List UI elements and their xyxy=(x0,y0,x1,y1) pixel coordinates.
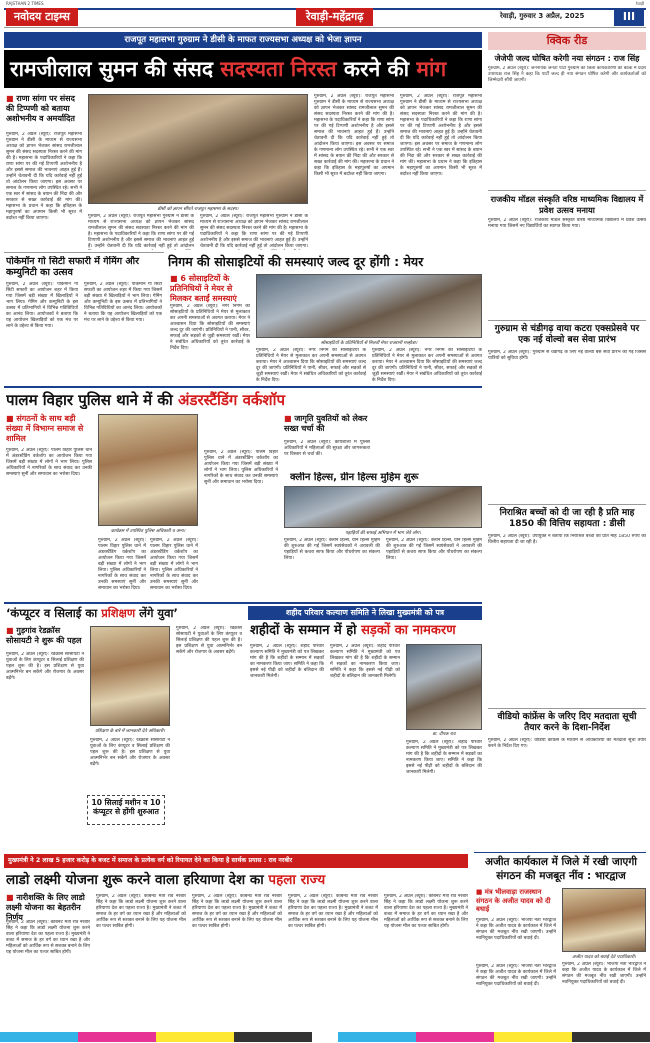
palam-photo xyxy=(98,414,198,526)
quick-read-title: क्विक रीड xyxy=(488,32,646,50)
pokemon-body-col2: गुरुग्राम, 2 अप्रैल (ब्यूरो): पोकेमॉन गो सिटी सफारी का आयोजन शहर में किया गया जिसमें बड़ी संख्या में खिलाड़ियों ने भाग लिया। गेमिंग और कम्युनिटी के इस उत्सव में प्रतिभागियों ने विभिन्न गतिविधियों का आनंद लिया। आयोजकों ने बताया कि यह आयोजन खिलाड़ियों को एक मंच पर लाने के उद्देश्य से किया गया। xyxy=(84,282,162,323)
masthead-small-right: रेवाड़ी xyxy=(635,1,644,6)
divider xyxy=(4,386,482,388)
ladli-subhead: ■ नारीशक्ति के लिए लाडो लक्ष्मी योजना का बेहतरीन निर्णय xyxy=(6,893,85,922)
machine-callout: 10 सिलाई मशीन व 10 कंप्यूटर से होंगी शुरुआत xyxy=(87,795,165,825)
quick-item2-headline: राजकीय मॉडल संस्कृति वरिष्ठ माध्यमिक विद्यालय में प्रवेश उत्सव मनाया xyxy=(490,194,644,215)
nigam-body-col1: गुरुग्राम, 2 अप्रैल (ब्यूरो): नगर निगम की सोसाइटियों के प्रतिनिधियों ने मेयर से मुलाकात कर अपनी समस्याओं से अवगत कराया। मेयर ने आश्वासन दिया कि सोसाइटियों की समस्याएं जल्द दूर की जाएंगी। प्रतिनिधियों ने पानी, सीवर, सफाई और सड़कों से जुड़ी समस्याएं रखीं। मेयर ने संबंधित अधिकारियों को तुरंत कार्रवाई के निर्देश दिए। xyxy=(170,304,250,351)
nigam-photo xyxy=(256,274,482,338)
lead-body-col4: गुरुग्राम, 2 अप्रैल (ब्यूरो): राजपूत महासभा गुरुग्राम ने डीसी के माध्यम से राज्यसभा अध्यक्ष को ज्ञापन भेजकर सांसद रामजीलाल सुमन की संसद सदस्यता निरस्त करने की मांग की है। महासभा के पदाधिकारियों ने कहा कि राणा सांगा पर की गई टिप्पणी अशोभनीय है और इससे समाज की भावनाएं आहत हुई हैं। उन्होंने चेतावनी दी कि यदि कार्रवाई नहीं हुई तो आंदोलन किया जाएगा। इस अवसर पर समाज के गणमान्य लोग उपस्थित रहे। सभी ने एक स्वर में सांसद के बयान की निंदा की और सरकार से सख्त कार्रवाई की मांग की। महासभा के प्रधान ने कहा कि इतिहास के महापुरुषों का अपमान किसी भी सूरत में बर्दाश्त नहीं किया जाएगा। xyxy=(314,94,394,177)
divider xyxy=(488,504,646,505)
ladli-body-col1: गुरुग्राम, 2 अप्रैल (ब्यूरो): कैबिनेट मंत्री राव नरबीर सिंह ने कहा कि लाडो लक्ष्मी योजना शुरू करने वाला हरियाणा देश का पहला राज्य है। मुख्यमंत्री ने बजट में समाज के हर वर्ग का ध्यान रखा है और महिलाओं को आर्थिक रूप से सशक्त बनाने के लिए यह योजना मील का पत्थर साबित होगी। xyxy=(6,920,90,955)
lead-photo-caption: डीसी को ज्ञापन सौंपते राजपूत महासभा के सदस्य। xyxy=(157,207,239,212)
palam-body-col2: गुरुग्राम, 2 अप्रैल (ब्यूरो): पालम विहार पुलिस थाने में अंडरस्टैंडिंग वर्कशॉप का आयोजन किया गया जिसमें बड़ी संख्या में लोगों ने भाग लिया। पुलिस अधिकारियों ने नागरिकों के साथ संवाद कर उनकी समस्याएं सुनीं और समाधान का भरोसा दिया। xyxy=(98,538,146,591)
clean-hills-photo xyxy=(284,486,482,528)
ladli-body-col2: गुरुग्राम, 2 अप्रैल (ब्यूरो): कैबिनेट मंत्री राव नरबीर सिंह ने कहा कि लाडो लक्ष्मी योजना शुरू करने वाला हरियाणा देश का पहला राज्य है। मुख्यमंत्री ने बजट में समाज के हर वर्ग का ध्यान रखा है और महिलाओं को आर्थिक रूप से सशक्त बनाने के लिए यह योजना मील का पत्थर साबित होगी। xyxy=(96,894,186,929)
quick-item1-headline: जेजेपी जल्द घोषित करेगी नया संगठन : राज सिंह xyxy=(494,54,640,63)
palam-body-col1: गुरुग्राम, 2 अप्रैल (ब्यूरो): पालम विहार पुलिस थाने में अंडरस्टैंडिंग वर्कशॉप का आयोजन किया गया जिसमें बड़ी संख्या में लोगों ने भाग लिया। पुलिस अधिकारियों ने नागरिकों के साथ संवाद कर उनकी समस्याएं सुनीं और समाधान का भरोसा दिया। xyxy=(6,448,92,477)
computer-body-col3: गुरुग्राम, 2 अप्रैल (ब्यूरो): रेडक्रॉस सोसायटी ने युवाओं के लिए कंप्यूटर व सिलाई प्रशिक्षण की पहल शुरू की है। इस प्रशिक्षण से युवा आत्मनिर्भर बन सकेंगे और रोजगार के अवसर बढ़ेंगे। xyxy=(90,738,170,767)
shaheed-portrait xyxy=(406,644,482,730)
divider xyxy=(4,252,164,253)
page-number: III xyxy=(614,8,644,26)
clean-hills-caption: पहाड़ियों की सफाई अभियान में भाग लेते लोग। xyxy=(345,531,421,536)
divider xyxy=(488,708,646,709)
lead-photo xyxy=(88,94,308,204)
ajit-body-col1: गुरुग्राम, 2 अप्रैल (ब्यूरो): भाजपा नेता भारद्वाज ने कहा कि अजीत यादव के कार्यकाल में जिले में संगठन की मजबूत नींव रखी जाएगी। उन्होंने नवनियुक्त पदाधिकारियों को बधाई दी। xyxy=(476,918,556,941)
shaheed-body-col1: गुरुग्राम, 2 अप्रैल (ब्यूरो): शहीद परिवार कल्याण समिति ने मुख्यमंत्री को पत्र लिखकर मांग की है कि शहीदों के सम्मान में सड़कों का नामकरण किया जाए। समिति ने कहा कि इससे नई पीढ़ी को शहीदों के बलिदान की जानकारी मिलेगी। xyxy=(250,644,324,679)
computer-subhead: ■ गुड़गांव रेडक्रॉस सोसायटी ने शुरू की पहल xyxy=(6,626,82,645)
ladli-body-col3: गुरुग्राम, 2 अप्रैल (ब्यूरो): कैबिनेट मंत्री राव नरबीर सिंह ने कहा कि लाडो लक्ष्मी योजना शुरू करने वाला हरियाणा देश का पहला राज्य है। मुख्यमंत्री ने बजट में समाज के हर वर्ग का ध्यान रखा है और महिलाओं को आर्थिक रूप से सशक्त बनाने के लिए यह योजना मील का पत्थर साबित होगी। xyxy=(192,894,282,929)
computer-photo-caption: प्रशिक्षण के बारे में जानकारी देते अधिकारी। xyxy=(95,729,165,734)
ladli-body-col5: गुरुग्राम, 2 अप्रैल (ब्यूरो): कैबिनेट मंत्री राव नरबीर सिंह ने कहा कि लाडो लक्ष्मी योजना शुरू करने वाला हरियाणा देश का पहला राज्य है। मुख्यमंत्री ने बजट में समाज के हर वर्ग का ध्यान रखा है और महिलाओं को आर्थिक रूप से सशक्त बनाने के लिए यह योजना मील का पत्थर साबित होगी। xyxy=(384,894,468,929)
shaheed-portrait-caption: डा. दीपक राव xyxy=(432,732,456,737)
palam-subhead: ■ संगठनों के साथ बड़ी संख्या में विभाग्न समाज से शामिल xyxy=(6,414,84,443)
masthead-small-left: RAJSTHAN 2 TIMES xyxy=(6,1,44,6)
lead-body-col3: गुरुग्राम, 2 अप्रैल (ब्यूरो): राजपूत महासभा गुरुग्राम ने डीसी के माध्यम से राज्यसभा अध्यक्ष को ज्ञापन भेजकर सांसद रामजीलाल सुमन की संसद सदस्यता निरस्त करने की मांग की है। महासभा के पदाधिकारियों ने कहा कि राणा सांगा पर की गई टिप्पणी अशोभनीय है और इससे समाज की भावनाएं आहत हुई हैं। उन्होंने चेतावनी दी कि यदि कार्रवाई नहीं हुई तो आंदोलन किया जाएगा। xyxy=(200,214,308,249)
brand-logo: नवोदय टाइम्स xyxy=(6,8,78,26)
divider xyxy=(4,602,482,604)
palam-headline: पालम विहार पुलिस थाने में की अंडरस्टैंडिंग वर्कशॉप xyxy=(6,391,286,409)
computer-body-col1: गुरुग्राम, 2 अप्रैल (ब्यूरो): रेडक्रॉस सोसायटी ने युवाओं के लिए कंप्यूटर व सिलाई प्रशिक्षण की पहल शुरू की है। इस प्रशिक्षण से युवा आत्मनिर्भर बन सकेंगे और रोजगार के अवसर बढ़ेंगे। xyxy=(6,652,84,681)
quick-item3-body: गुरुग्राम, 2 अप्रैल (ब्यूरो): गुरुग्राम से चंडीगढ़ के लिए नई वोल्वो बस सेवा प्रारंभ की गई जिससे यात्रियों को सुविधा होगी। xyxy=(488,350,646,361)
clean-body-col2: गुरुग्राम, 2 अप्रैल (ब्यूरो): क्लीन हिल्स, ग्रीन हिल्स मुहिम की शुरुआत की गई जिसमें स्वयंसेवकों ने अरावली की पहाड़ियों से कचरा साफ किया और पौधरोपण का संकल्प लिया। xyxy=(386,538,482,561)
ajit-headline: अजीत कार्यकाल में जिले में रखी जाएगी संगठन की मजबूत नींव : भारद्वाज xyxy=(485,856,637,882)
lead-headline: रामजीलाल सुमन की संसद सदस्यता निरस्त करने की मांग xyxy=(4,50,482,88)
quick-item1-body: गुरुग्राम, 2 अप्रैल (ब्यूरो): जननायक जनता पार्टी गुरुग्राम की जिला कार्यकारिणी की बैठक में प्रदेश उपाध्यक्ष राज सिंह ने कहा कि पार्टी जल्द ही नया संगठन घोषित करेगी और कार्यकर्ताओं को जिम्मेदारी सौंपी जाएगी। xyxy=(488,66,646,83)
ladli-kicker-band: मुख्यमंत्री ने 2 लाख 5 हजार करोड़ के बजट में समाज के प्रत्येक वर्ग को रियायत देने का किया है सार्थक प्रयास : राव नरबीर xyxy=(4,854,468,868)
lead-kicker: राजपूत महासभा गुरुग्राम ने डीसी के माफत राज्यसभा अध्यक्ष को भेजा ज्ञापन xyxy=(4,32,482,48)
divider xyxy=(474,852,646,853)
computer-body-col2: गुरुग्राम, 2 अप्रैल (ब्यूरो): रेडक्रॉस सोसायटी ने युवाओं के लिए कंप्यूटर व सिलाई प्रशिक्षण की पहल शुरू की है। इस प्रशिक्षण से युवा आत्मनिर्भर बन सकेंगे और रोजगार के अवसर बढ़ेंगे। xyxy=(176,626,242,655)
quick-item5-body: गुरुग्राम, 2 अप्रैल (ब्यूरो): वीडियो कांफ्रेंस के माध्यम से अधिकारियों को मतदाता सूची तैयार करने के निर्देश दिए गए। xyxy=(488,738,646,749)
lead-body-col2: गुरुग्राम, 2 अप्रैल (ब्यूरो): राजपूत महासभा गुरुग्राम ने डीसी के माध्यम से राज्यसभा अध्यक्ष को ज्ञापन भेजकर सांसद रामजीलाल सुमन की संसद सदस्यता निरस्त करने की मांग की है। महासभा के पदाधिकारियों ने कहा कि राणा सांगा पर की गई टिप्पणी अशोभनीय है और इससे समाज की भावनाएं आहत हुई हैं। उन्होंने चेतावनी दी कि यदि कार्रवाई नहीं हुई तो आंदोलन xyxy=(88,214,194,249)
divider xyxy=(488,320,646,321)
quick-item4-body: गुरुग्राम, 2 अप्रैल (ब्यूरो): उपायुक्त ने बताया कि निराश्रित बच्चों को प्रति माह 1850 रुपये की वित्तीय सहायता दी जा रही है। xyxy=(488,534,646,545)
ajit-body-col3: गुरुग्राम, 2 अप्रैल (ब्यूरो): भाजपा नेता भारद्वाज ने कहा कि अजीत यादव के कार्यकाल में जिले में संगठन की मजबूत नींव रखी जाएगी। उन्होंने नवनियुक्त पदाधिकारियों को बधाई दी। xyxy=(562,962,646,985)
shaheed-body-col3: गुरुग्राम, 2 अप्रैल (ब्यूरो): शहीद परिवार कल्याण समिति ने मुख्यमंत्री को पत्र लिखकर मांग की है कि शहीदों के सम्मान में सड़कों का नामकरण किया जाए। समिति ने कहा कि इससे नई पीढ़ी को शहीदों के बलिदान की जानकारी मिलेगी। xyxy=(406,740,482,775)
shaheed-kicker: शहीद परिवार कल्याण समिति ने लिखा मुख्यमंत्री को पत्र xyxy=(248,606,482,620)
palam-photo-caption: कार्यक्रम में उपस्थित पुलिस अधिकारी व अन्य। xyxy=(110,529,186,534)
ajit-photo xyxy=(562,888,646,952)
nigam-headline: निगम की सोसाइटियों की समस्याएं जल्द दूर होंगी : मेयर xyxy=(168,254,424,269)
palam-body-col3: गुरुग्राम, 2 अप्रैल (ब्यूरो): पालम विहार पुलिस थाने में अंडरस्टैंडिंग वर्कशॉप का आयोजन किया गया जिसमें बड़ी संख्या में लोगों ने भाग लिया। पुलिस अधिकारियों ने नागरिकों के साथ संवाद कर उनकी समस्याएं सुनीं और समाधान का भरोसा दिया। xyxy=(150,538,198,591)
nigam-photo-caption: सोसाइटियों के प्रतिनिधियों से मिलतीं मेयर राजरानी मल्होत्रा। xyxy=(320,341,418,346)
ajit-body-col2: गुरुग्राम, 2 अप्रैल (ब्यूरो): भाजपा नेता भारद्वाज ने कहा कि अजीत यादव के कार्यकाल में जिले में संगठन की मजबूत नींव रखी जाएगी। उन्होंने नवनियुक्त पदाधिकारियों को बधाई दी। xyxy=(476,964,556,987)
nigam-body-col3: गुरुग्राम, 2 अप्रैल (ब्यूरो): नगर निगम की सोसाइटियों के प्रतिनिधियों ने मेयर से मुलाकात कर अपनी समस्याओं से अवगत कराया। मेयर ने आश्वासन दिया कि सोसाइटियों की समस्याएं जल्द दूर की जाएंगी। प्रतिनिधियों ने पानी, सीवर, सफाई और सड़कों से जुड़ी समस्याएं रखीं। मेयर ने संबंधित अधिकारियों को तुरंत कार्रवाई के निर्देश दिए। xyxy=(372,348,482,382)
computer-headline: ‘कंप्यूटर व सिलाई का प्रशिक्षण लेंगे युवा’ xyxy=(6,606,178,620)
computer-photo xyxy=(90,626,170,726)
lead-body-col5: गुरुग्राम, 2 अप्रैल (ब्यूरो): राजपूत महासभा गुरुग्राम ने डीसी के माध्यम से राज्यसभा अध्यक्ष को ज्ञापन भेजकर सांसद रामजीलाल सुमन की संसद सदस्यता निरस्त करने की मांग की है। महासभा के पदाधिकारियों ने कहा कि राणा सांगा पर की गई टिप्पणी अशोभनीय है और इससे समाज की भावनाएं आहत हुई हैं। उन्होंने चेतावनी दी कि यदि कार्रवाई नहीं हुई तो आंदोलन किया जाएगा। इस अवसर पर समाज के गणमान्य लोग उपस्थित रहे। सभी ने एक स्वर में सांसद के बयान की निंदा की और सरकार से सख्त कार्रवाई की मांग की। महासभा के प्रधान ने कहा कि इतिहास के महापुरुषों का अपमान किसी भी सूरत में बर्दाश्त नहीं किया जाएगा। xyxy=(400,94,482,177)
shaheed-headline: शहीदों के सम्मान में हो सड़कों का नामकरण xyxy=(250,623,456,638)
shaheed-body-col2: गुरुग्राम, 2 अप्रैल (ब्यूरो): शहीद परिवार कल्याण समिति ने मुख्यमंत्री को पत्र लिखकर मांग की है कि शहीदों के सम्मान में सड़कों का नामकरण किया जाए। समिति ने कहा कि इससे नई पीढ़ी को शहीदों के बलिदान की जानकारी मिलेगी। xyxy=(330,644,400,679)
jagrati-body: गुरुग्राम, 2 अप्रैल (ब्यूरो): कार्यशाला में पुलिस अधिकारियों ने महिलाओं की सुरक्षा और जागरूकता पर विस्तार से चर्चा की। xyxy=(284,440,370,457)
clean-body-col1: गुरुग्राम, 2 अप्रैल (ब्यूरो): क्लीन हिल्स, ग्रीन हिल्स मुहिम की शुरुआत की गई जिसमें स्वयंसेवकों ने अरावली की पहाड़ियों से कचरा साफ किया और पौधरोपण का संकल्प लिया। xyxy=(284,538,380,561)
print-registration-bar xyxy=(0,1032,650,1042)
jagrati-subhead: ■ जागृति युवतियों को लेकर सख्त चर्चा की xyxy=(284,414,368,433)
masthead xyxy=(0,0,650,30)
lead-subhead: ■ राणा सांगा पर संसद की टिप्पणी को बताया अशोभनीय व अमर्यादित xyxy=(6,94,75,123)
nigam-subhead: ■ 6 सोसाइटियों के प्रतिनिधियों ने मेयर से मिलकर बताईं समस्याएं xyxy=(170,274,237,303)
quick-item3-headline: गुरुग्राम से चंडीगढ़ वाया कटरा एक्सप्रेसवे पर एक नई वोल्वो बस सेवा प्रारंभ xyxy=(494,324,640,345)
pokemon-headline: पोकेमॉन गो सिटी सफारी में गेमिंग और कम्युनिटी का उत्सव xyxy=(6,256,140,278)
palam-body-col4: गुरुग्राम, 2 अप्रैल (ब्यूरो): पालम विहार पुलिस थाने में अंडरस्टैंडिंग वर्कशॉप का आयोजन किया गया जिसमें बड़ी संख्या में लोगों ने भाग लिया। पुलिस अधिकारियों ने नागरिकों के साथ संवाद कर उनकी समस्याएं सुनीं और समाधान का भरोसा दिया। xyxy=(204,450,278,485)
clean-hills-headline: क्लीन हिल्स, ग्रीन हिल्स मुहिम शुरू xyxy=(290,472,419,483)
quick-item2-body: गुरुग्राम, 2 अप्रैल (ब्यूरो): राजकीय मॉडल संस्कृति वरिष्ठ माध्यमिक विद्यालय में प्रवेश उत्सव मनाया गया जिसमें नए विद्यार्थियों का स्वागत किया गया। xyxy=(488,218,646,229)
quick-item4-headline: निराश्रित बच्चों को दी जा रही है प्रति माह 1850 की वित्तिय सहायता : डीसी xyxy=(499,508,635,529)
ajit-photo-caption: अजीत यादव को बधाई देते पदाधिकारी। xyxy=(572,955,636,960)
issue-date: रेवाड़ी, गुरुवार 3 अप्रैल, 2025 xyxy=(500,12,585,20)
divider xyxy=(488,190,646,191)
ladli-headline: लाडो लक्ष्मी योजना शुरू करने वाला हरियाणा देश का पहला राज्य xyxy=(6,872,326,888)
lead-body-col1: गुरुग्राम, 2 अप्रैल (ब्यूरो): राजपूत महासभा गुरुग्राम ने डीसी के माध्यम से राज्यसभा अध्यक्ष को ज्ञापन भेजकर सांसद रामजीलाल सुमन की संसद सदस्यता निरस्त करने की मांग की है। महासभा के पदाधिकारियों ने कहा कि राणा सांगा पर की गई टिप्पणी अशोभनीय है और इससे समाज की भावनाएं आहत हुई हैं। उन्होंने चेतावनी दी कि यदि कार्रवाई नहीं हुई तो आंदोलन किया जाएगा। इस अवसर पर समाज के गणमान्य लोग उपस्थित रहे। सभी ने एक स्वर में सांसद के बयान की निंदा की और सरकार से सख्त कार्रवाई की मांग की। महासभा के प्रधान ने कहा कि इतिहास के महापुरुषों का अपमान किसी भी सूरत में बर्दाश्त नहीं किया जाएगा। xyxy=(6,132,82,221)
quick-item5-headline: वीडियो कांफ्रेंस के जरिए दिए मतदाता सूची तैयार करने के दिशा-निर्देश xyxy=(497,712,637,733)
nigam-body-col2: गुरुग्राम, 2 अप्रैल (ब्यूरो): नगर निगम की सोसाइटियों के प्रतिनिधियों ने मेयर से मुलाकात कर अपनी समस्याओं से अवगत कराया। मेयर ने आश्वासन दिया कि सोसाइटियों की समस्याएं जल्द दूर की जाएंगी। प्रतिनिधियों ने पानी, सीवर, सफाई और सड़कों से जुड़ी समस्याएं रखीं। मेयर ने संबंधित अधिकारियों को तुरंत कार्रवाई के निर्देश दिए। xyxy=(256,348,366,382)
pokemon-body-col1: गुरुग्राम, 2 अप्रैल (ब्यूरो): पोकेमॉन गो सिटी सफारी का आयोजन शहर में किया गया जिसमें बड़ी संख्या में खिलाड़ियों ने भाग लिया। गेमिंग और कम्युनिटी के इस उत्सव में प्रतिभागियों ने विभिन्न गतिविधियों का आनंद लिया। आयोजकों ने बताया कि यह आयोजन खिलाड़ियों को एक मंच पर लाने के उद्देश्य से किया गया। xyxy=(6,282,78,329)
region-title: रेवाड़ी-महेंद्रगढ़ xyxy=(296,8,373,26)
ladli-body-col4: गुरुग्राम, 2 अप्रैल (ब्यूरो): कैबिनेट मंत्री राव नरबीर सिंह ने कहा कि लाडो लक्ष्मी योजना शुरू करने वाला हरियाणा देश का पहला राज्य है। मुख्यमंत्री ने बजट में समाज के हर वर्ग का ध्यान रखा है और महिलाओं को आर्थिक रूप से सशक्त बनाने के लिए यह योजना मील का पत्थर साबित होगी। xyxy=(288,894,378,929)
ajit-subhead: ■ मंत्र भीलवाड़ा राजस्थान संगठन के अजीत यादव को दी बधाई xyxy=(476,888,551,913)
